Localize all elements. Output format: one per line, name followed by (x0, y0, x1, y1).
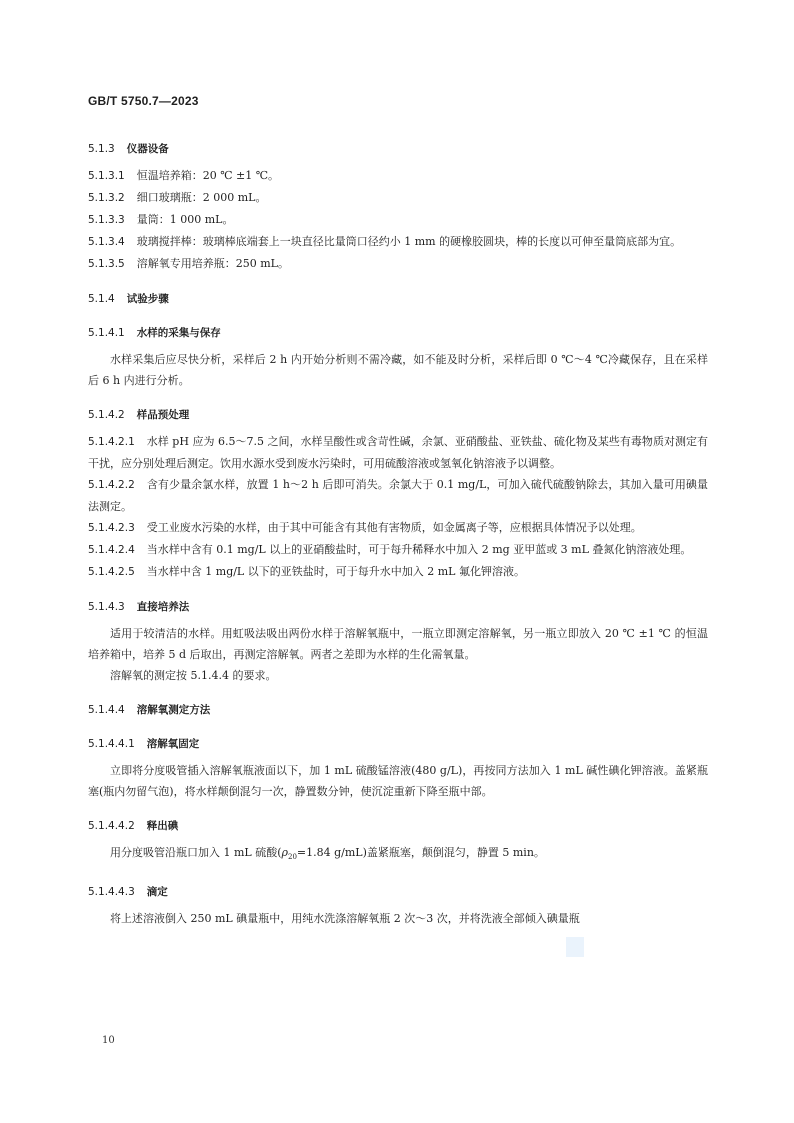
clause-text: 恒温培养箱：20 ℃ ±1 ℃。 (136, 169, 280, 182)
clause-item (88, 187, 708, 209)
section-heading (88, 816, 708, 836)
clause-text: 玻璃搅拌棒：玻璃棒底端套上一块直径比量筒口径约小 1 mm 的硬橡胶圆块，棒的长度以可伸至量筒底部为宜。 (136, 235, 682, 248)
clause-number: 5.1.4.2.1 (88, 436, 135, 448)
clause-number: 5.1.3.2 (88, 192, 125, 204)
section-title: 样品预处理 (136, 409, 190, 421)
section-title: 直接培养法 (136, 601, 190, 613)
clause-number: 5.1.4.2.4 (88, 544, 135, 556)
section-title: 溶解氧测定方法 (136, 704, 211, 716)
clause-text: 受工业废水污染的水样，由于其中可能含有其他有害物质，如金属离子等，应根据具体情况予以处理。 (146, 521, 642, 534)
section-title: 溶解氧固定 (146, 738, 200, 750)
clause-item (88, 231, 708, 253)
section-number: 5.1.4.1 (88, 327, 125, 339)
clause-number: 5.1.4.2.3 (88, 522, 135, 534)
clause-item (88, 431, 708, 474)
section-number: 5.1.4.2 (88, 409, 125, 421)
paragraph: 溶解氧的测定按 5.1.4.4 的要求。 (110, 669, 277, 682)
clause-text: 量筒：1 000 mL。 (136, 213, 234, 226)
section-heading (88, 405, 708, 425)
section-number: 5.1.4.4.2 (88, 820, 135, 832)
clause-text: 当水样中含 1 mg/L 以下的亚铁盐时，可于每升水中加入 2 mL 氟化钾溶液。 (146, 565, 525, 578)
clause-text: 当水样中含有 0.1 mg/L 以上的亚硝酸盐时，可于每升稀释水中加入 2 mg 亚甲蓝或 3 mL 叠氮化钠溶液处理。 (146, 543, 692, 556)
paragraph: 立即将分度吸管插入溶解氧瓶液面以下，加 1 mL 硫酸锰溶液(480 g/L)，再按同方法加入 1 mL 碱性碘化钾溶液。盖紧瓶塞(瓶内勿留气泡)，将水样颠倒混匀一次，静置数分钟，使沉淀重新下降至瓶中部。 (88, 764, 708, 798)
paragraph-text: 用分度吸管沿瓶口加入 1 mL 硫酸( (110, 846, 282, 859)
clause-item (88, 517, 708, 539)
clause-item (88, 253, 708, 275)
rho-symbol: ρ (281, 846, 288, 859)
section-heading (88, 734, 708, 754)
clause-item (88, 561, 708, 583)
section-heading (88, 323, 708, 343)
section-number: 5.1.4.3 (88, 601, 125, 613)
paragraph (88, 842, 708, 868)
section-number: 5.1.3 (88, 143, 115, 155)
clause-text: 水样 pH 应为 6.5～7.5 之间，水样呈酸性或含苛性碱，余氯、亚硝酸盐、亚铁盐、硫化物及某些有毒物质对测定有干扰，应分别处理后测定。饮用水源水受到废水污染时，可用硫酸溶液或氢氧化钠溶液予以调整。 (88, 435, 708, 470)
section-title: 释出碘 (146, 820, 179, 832)
clause-text: 溶解氧专用培养瓶：250 mL。 (136, 257, 289, 270)
highlight-mark (566, 937, 584, 957)
rho-subscript: 20 (287, 853, 297, 862)
clause-item (88, 474, 708, 517)
section-number: 5.1.4 (88, 293, 115, 305)
section-number: 5.1.4.4 (88, 704, 125, 716)
section-title: 滴定 (146, 886, 168, 899)
paragraph-text: =1.84 g/mL)盖紧瓶塞，颠倒混匀，静置 5 min。 (296, 846, 545, 859)
clause-number: 5.1.3.5 (88, 258, 125, 270)
section-heading (88, 597, 708, 617)
clause-number: 5.1.4.2.2 (88, 479, 135, 491)
section-heading (88, 289, 708, 309)
document-body (88, 139, 708, 929)
paragraph: 将上述溶液倒入 250 mL 碘量瓶中，用纯水洗涤溶解氧瓶 2 次～3 次，并将洗液全部倾入碘量瓶 (110, 912, 580, 926)
clause-item (88, 209, 708, 231)
clause-text: 含有少量余氯水样，放置 1 h～2 h 后即可消失。余氯大于 0.1 mg/L，可加入硫代硫酸钠除去，其加入量可用碘量法测定。 (88, 478, 708, 513)
page-number: 10 (102, 1035, 115, 1046)
paragraph: 适用于较清洁的水样。用虹吸法吸出两份水样于溶解氧瓶中，一瓶立即测定溶解氧，另一瓶立即放入 20 ℃ ±1 ℃ 的恒温培养箱中，培养 5 d 后取出，再测定溶解氧。两者之差即为水样的生化需氧量。 (88, 627, 708, 661)
clause-number: 5.1.3.1 (88, 170, 125, 182)
clause-text: 细口玻璃瓶：2 000 mL。 (136, 191, 267, 204)
section-heading (88, 700, 708, 720)
standard-code-header: GB/T 5750.7—2023 (88, 94, 199, 108)
section-heading (88, 882, 708, 902)
section-title: 仪器设备 (126, 143, 169, 155)
clause-number: 5.1.3.3 (88, 214, 125, 226)
clause-item (88, 165, 708, 187)
section-title: 水样的采集与保存 (136, 327, 221, 339)
paragraph: 水样采集后应尽快分析，采样后 2 h 内开始分析则不需冷藏，如不能及时分析，采样后即 0 ℃～4 ℃冷藏保存，且在采样后 6 h 内进行分析。 (88, 353, 708, 387)
section-number: 5.1.4.4.1 (88, 738, 135, 750)
section-heading (88, 139, 708, 159)
clause-number: 5.1.3.4 (88, 236, 125, 248)
clause-item (88, 539, 708, 561)
clause-number: 5.1.4.2.5 (88, 566, 135, 578)
section-number: 5.1.4.4.3 (88, 886, 135, 899)
section-title: 试验步骤 (126, 293, 169, 305)
